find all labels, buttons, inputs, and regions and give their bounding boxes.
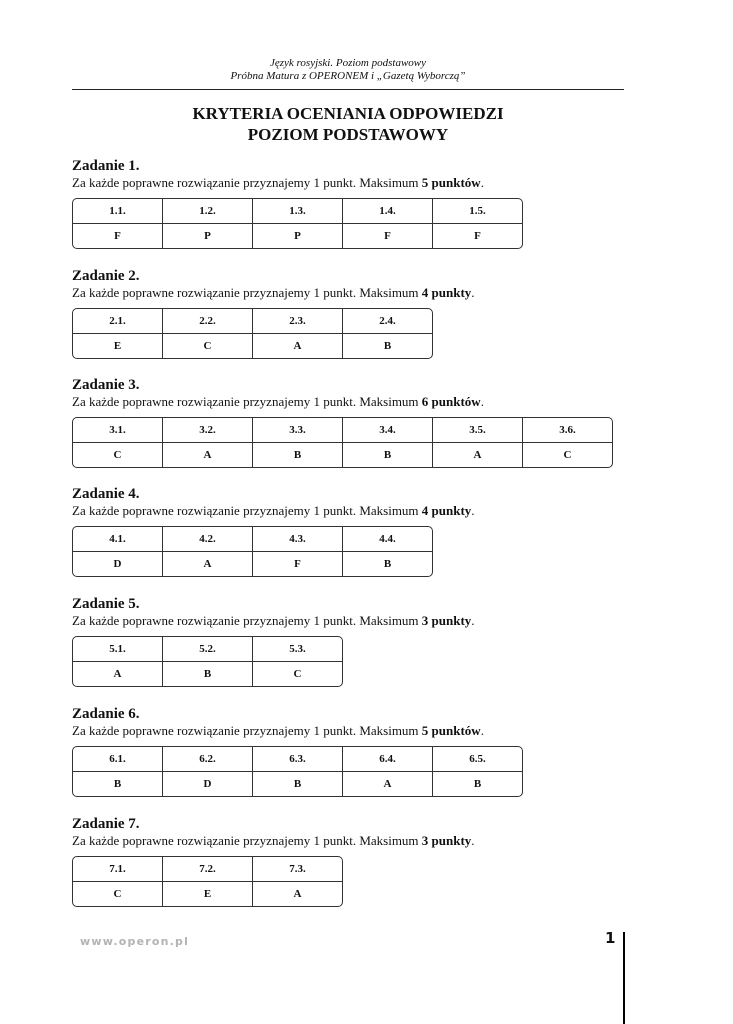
task-scoring-suffix: . [480, 175, 484, 190]
task-scoring-suffix: . [471, 833, 475, 848]
item-number-cell: 5.2. [162, 637, 252, 661]
task-max-points: 3 punkty [421, 613, 472, 628]
answer-cell: A [252, 882, 342, 906]
item-number-cell: 4.2. [162, 527, 252, 551]
item-number-cell: 1.2. [162, 199, 252, 223]
page-title [72, 103, 624, 145]
task-section [72, 596, 475, 692]
item-number-cell: 1.1. [109, 205, 126, 217]
task-scoring-text: Za każde poprawne rozwiązanie przyznajemy 1 punkt. Maksimum [72, 175, 422, 190]
answer-key-answer-row [73, 661, 342, 686]
answer-key-table [72, 198, 523, 249]
item-number-cell: 6.4. [342, 747, 432, 771]
answer-cell: C [522, 443, 612, 467]
task-section [72, 268, 475, 364]
item-number-cell: 4.4. [342, 527, 432, 551]
answer-cell: C [113, 888, 122, 900]
item-number-cell: 7.3. [252, 857, 342, 881]
task-section [72, 486, 475, 582]
header-subject: Język rosyjski. Poziom podstawowy [269, 57, 426, 69]
task-scoring-suffix: . [471, 503, 475, 518]
answer-cell: C [252, 662, 342, 686]
answer-cell: A [432, 443, 522, 467]
answer-cell: B [342, 552, 432, 576]
item-number-cell: 3.4. [342, 418, 432, 442]
item-number-cell: 4.3. [252, 527, 342, 551]
answer-key-header-row [73, 309, 432, 333]
answer-cell: B [113, 778, 122, 790]
task-scoring-text: Za każde poprawne rozwiązanie przyznajemy 1 punkt. Maksimum [72, 285, 422, 300]
task-title: Zadanie 2. [72, 268, 140, 284]
item-number-cell: 6.3. [252, 747, 342, 771]
task-scoring-rule [72, 833, 475, 848]
item-number-cell: 6.5. [432, 747, 522, 771]
answer-key-header-row [73, 637, 342, 661]
answer-key-answer-row [73, 881, 342, 906]
answer-cell: C [162, 334, 252, 358]
answer-key-answer-row [73, 223, 522, 248]
answer-key-header-row [73, 527, 432, 551]
item-number-cell: 3.6. [522, 418, 612, 442]
item-number-cell: 3.3. [252, 418, 342, 442]
footer-url: www.operon.pl [80, 935, 190, 948]
task-scoring-rule [72, 723, 523, 738]
answer-cell: B [342, 443, 432, 467]
answer-cell: F [114, 230, 121, 242]
task-scoring-suffix: . [480, 723, 484, 738]
answer-cell: B [252, 772, 342, 796]
answer-key-answer-row [73, 442, 612, 467]
header-exam-name: Próbna Matura z OPERONEM i „Gazetą Wyborczą” [230, 70, 466, 82]
answer-cell: F [252, 552, 342, 576]
answer-key-table [72, 636, 343, 687]
task-scoring-rule [72, 175, 523, 190]
answer-cell: B [432, 772, 522, 796]
answer-cell: A [342, 772, 432, 796]
task-scoring-suffix: . [471, 613, 475, 628]
task-title: Zadanie 5. [72, 596, 140, 612]
task-scoring-suffix: . [471, 285, 475, 300]
answer-cell: B [342, 334, 432, 358]
answer-cell: E [162, 882, 252, 906]
item-number-cell: 3.1. [109, 424, 126, 436]
item-number-cell: 6.1. [109, 753, 126, 765]
item-number-cell: 7.2. [162, 857, 252, 881]
item-number-cell: 2.1. [109, 315, 126, 327]
answer-cell: B [162, 662, 252, 686]
answer-cell: B [252, 443, 342, 467]
answer-key-table [72, 856, 343, 907]
answer-cell: F [342, 224, 432, 248]
task-scoring-rule [72, 394, 613, 409]
item-number-cell: 3.5. [432, 418, 522, 442]
answer-key-table [72, 526, 433, 577]
task-scoring-rule [72, 503, 475, 518]
answer-cell: P [252, 224, 342, 248]
task-title: Zadanie 7. [72, 816, 140, 832]
item-number-cell: 3.2. [162, 418, 252, 442]
answer-cell: A [162, 443, 252, 467]
task-title: Zadanie 1. [72, 158, 140, 174]
answer-cell: A [113, 668, 122, 680]
answer-cell: D [113, 558, 122, 570]
answer-key-header-row [73, 857, 342, 881]
answer-cell: D [162, 772, 252, 796]
task-scoring-text: Za każde poprawne rozwiązanie przyznajemy 1 punkt. Maksimum [72, 723, 422, 738]
item-number-cell: 5.1. [109, 643, 126, 655]
answer-cell: A [162, 552, 252, 576]
answer-key-header-row [73, 199, 522, 223]
item-number-cell: 2.3. [252, 309, 342, 333]
task-max-points: 5 punktów [421, 723, 481, 738]
item-number-cell: 2.2. [162, 309, 252, 333]
task-section [72, 377, 613, 473]
answer-key-answer-row [73, 551, 432, 576]
answer-key-table [72, 308, 433, 359]
item-number-cell: 4.1. [109, 533, 126, 545]
task-scoring-rule [72, 285, 475, 300]
answer-key-answer-row [73, 333, 432, 358]
page-number: 1 [605, 929, 616, 947]
item-number-cell: 1.3. [252, 199, 342, 223]
answer-key-table [72, 417, 613, 468]
item-number-cell: 7.1. [109, 863, 126, 875]
item-number-cell: 6.2. [162, 747, 252, 771]
answer-cell: E [113, 340, 122, 352]
task-title: Zadanie 3. [72, 377, 140, 393]
task-max-points: 4 punkty [421, 503, 472, 518]
item-number-cell: 1.4. [342, 199, 432, 223]
page-title-line2: POZIOM PODSTAWOWY [247, 125, 449, 144]
task-scoring-text: Za każde poprawne rozwiązanie przyznajemy 1 punkt. Maksimum [72, 394, 422, 409]
item-number-cell: 2.4. [342, 309, 432, 333]
item-number-cell: 1.5. [432, 199, 522, 223]
page-number-rule [623, 932, 625, 1024]
task-title: Zadanie 4. [72, 486, 140, 502]
task-scoring-suffix: . [480, 394, 484, 409]
task-scoring-text: Za każde poprawne rozwiązanie przyznajemy 1 punkt. Maksimum [72, 833, 422, 848]
task-title: Zadanie 6. [72, 706, 140, 722]
task-scoring-rule [72, 613, 475, 628]
task-max-points: 4 punkty [421, 285, 472, 300]
task-scoring-text: Za każde poprawne rozwiązanie przyznajemy 1 punkt. Maksimum [72, 613, 422, 628]
header-divider [72, 89, 624, 90]
answer-key-header-row [73, 418, 612, 442]
answer-key-table [72, 746, 523, 797]
answer-key-answer-row [73, 771, 522, 796]
page-title-line1: KRYTERIA OCENIANIA ODPOWIEDZI [192, 104, 504, 123]
task-section [72, 706, 523, 802]
answer-cell: P [162, 224, 252, 248]
running-header [72, 57, 624, 83]
task-max-points: 6 punktów [421, 394, 481, 409]
task-scoring-text: Za każde poprawne rozwiązanie przyznajemy 1 punkt. Maksimum [72, 503, 422, 518]
task-section [72, 816, 475, 912]
answer-cell: C [113, 449, 122, 461]
task-max-points: 5 punktów [421, 175, 481, 190]
answer-cell: A [252, 334, 342, 358]
task-section [72, 158, 523, 254]
answer-key-header-row [73, 747, 522, 771]
answer-cell: F [432, 224, 522, 248]
item-number-cell: 5.3. [252, 637, 342, 661]
task-max-points: 3 punkty [421, 833, 472, 848]
